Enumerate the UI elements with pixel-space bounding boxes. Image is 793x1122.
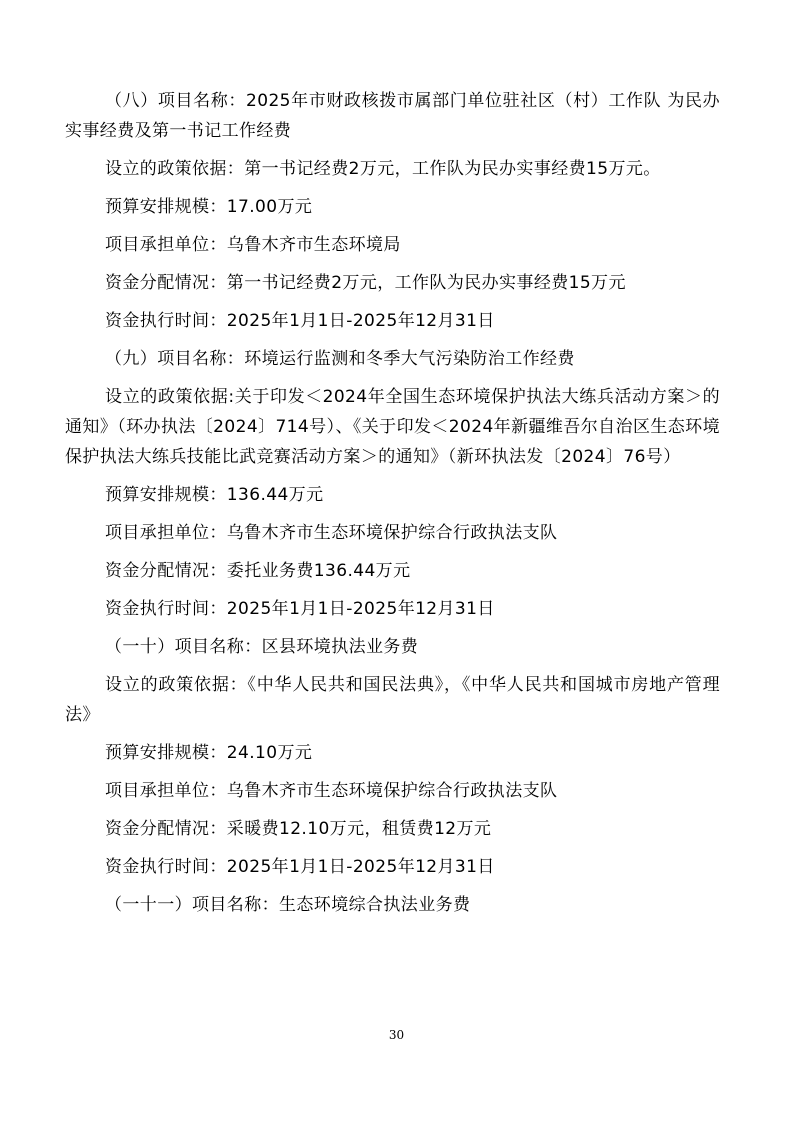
project-8-title: （八）项目名称：2025年市财政核拨市属部门单位驻社区（村）工作队 为民办实事经费及第一书记工作经费 xyxy=(65,91,720,141)
page-number: 30 xyxy=(388,1028,405,1042)
project-8-budget-scale: 预算安排规模：17.00万元 xyxy=(105,197,313,217)
document-body xyxy=(65,86,720,928)
project-9-fund-allocation: 资金分配情况：委托业务费136.44万元 xyxy=(105,561,411,581)
project-8-policy-basis: 设立的政策依据：第一书记经费2万元，工作队为民办实事经费15万元。 xyxy=(105,159,661,179)
project-11-title: （一十一）项目名称：生态环境综合执法业务费 xyxy=(105,895,471,915)
project-9-execution-time: 资金执行时间：2025年1月1日-2025年12月31日 xyxy=(105,599,495,619)
project-8-fund-allocation: 资金分配情况：第一书记经费2万元，工作队为民办实事经费15万元 xyxy=(105,273,626,293)
project-8-execution-time: 资金执行时间：2025年1月1日-2025年12月31日 xyxy=(105,311,495,331)
project-9-responsible-unit: 项目承担单位：乌鲁木齐市生态环境保护综合行政执法支队 xyxy=(105,523,558,543)
project-9-title: （九）项目名称：环境运行监测和冬季大气污染防治工作经费 xyxy=(105,349,575,369)
project-9-budget-scale: 预算安排规模：136.44万元 xyxy=(105,485,324,505)
project-10-fund-allocation: 资金分配情况：采暖费12.10万元，租赁费12万元 xyxy=(105,819,492,839)
project-10-budget-scale: 预算安排规模：24.10万元 xyxy=(105,743,313,763)
project-10-execution-time: 资金执行时间：2025年1月1日-2025年12月31日 xyxy=(105,857,495,877)
project-8-responsible-unit: 项目承担单位：乌鲁木齐市生态环境局 xyxy=(105,235,401,255)
project-10-title: （一十）项目名称：区县环境执法业务费 xyxy=(105,637,419,657)
project-10-policy-basis: 设立的政策依据：《中华人民共和国民法典》，《中华人民共和国城市房地产管理法》 xyxy=(65,675,720,725)
project-10-responsible-unit: 项目承担单位：乌鲁木齐市生态环境保护综合行政执法支队 xyxy=(105,781,558,801)
project-9-policy-basis: 设立的政策依据:关于印发＜2024年全国生态环境保护执法大练兵活动方案＞的通知》（环办执法〔2024〕714号）、《关于印发＜2024年新疆维吾尔自治区生态环境保护执法大练兵技能比武竞赛活动方案＞的通知》（新环执法发〔2024〕76号） xyxy=(65,387,720,467)
